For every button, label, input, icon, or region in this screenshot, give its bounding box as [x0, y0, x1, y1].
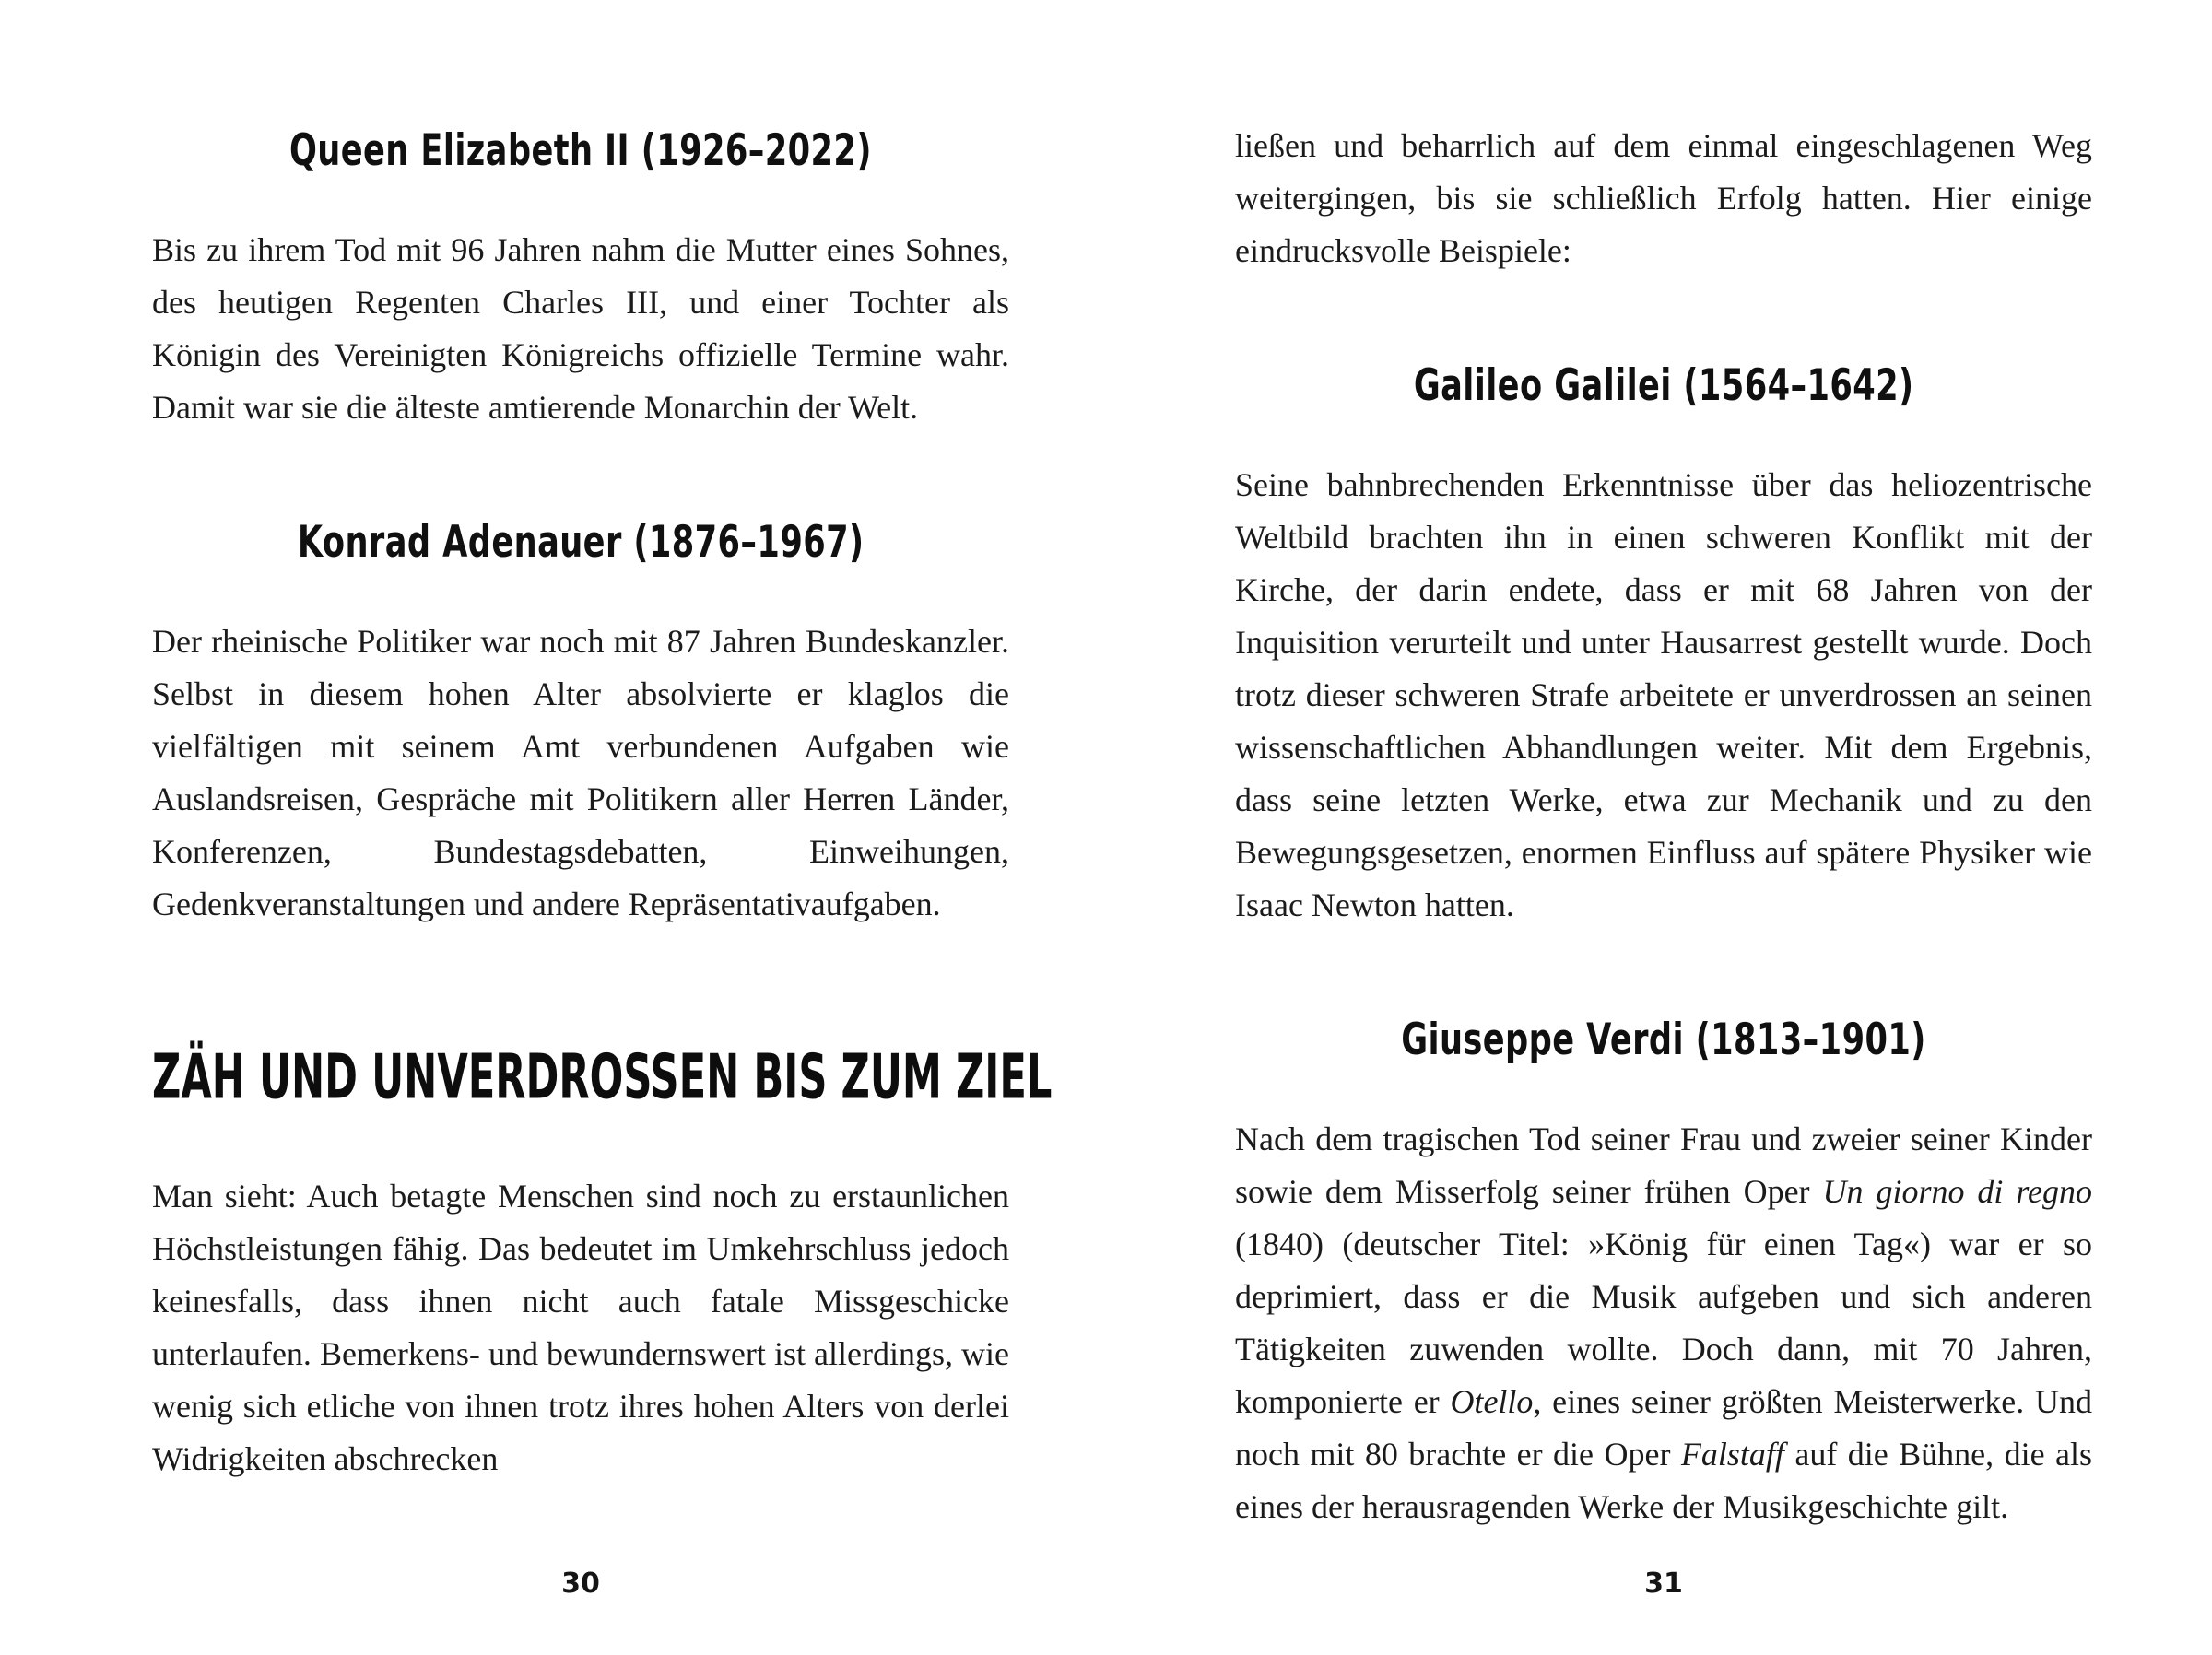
section-heading-giuseppe-verdi-text: Giuseppe Verdi (1813–1901) [1401, 1014, 1926, 1066]
section-heading-konrad-adenauer-text: Konrad Adenauer (1876–1967) [297, 516, 865, 569]
section-heading-queen-elizabeth-text: Queen Elizabeth II (1926–2022) [289, 124, 872, 177]
page-number-left: 30 [561, 1567, 600, 1600]
paragraph-galileo-galilei: Seine bahnbrechenden Erkenntnisse über das heliozentrische Weltbild brachten ihn in einen schweren Konflikt mit der Kirche, der darin endete, dass er mit 68 Jahren von der Inquisition verurteilt und unter Hausarrest gestellt wurde. Doch trotz dieser schweren Strafe arbeitete er unverdrossen an seinen wissenschaftlichen Abhandlungen weiter. Mit dem Ergebnis, dass seine letzten Werke, etwa zur Mechanik und zu den Bewegungsgesetzen, enormen Einfluss auf spätere Physiker wie Isaac Newton hatten. [1235, 466, 2092, 923]
paragraph-chapter-intro: Man sieht: Auch betagte Menschen sind noch zu erstaunlichen Höchstleistungen fähig. Das bedeutet im Umkehrschluss jedoch keinesfalls, dass ihnen nicht auch fatale Missgeschicke unterlaufen. Bemerkens- und bewundernswert ist allerdings, wie wenig sich etliche von ihnen trotz ihres hohen Alters von derlei Widrigkeiten abschrecken [152, 1178, 1009, 1477]
section-heading-queen-elizabeth [152, 124, 1009, 177]
page-number-right: 31 [1644, 1567, 1683, 1600]
paragraph-konrad-adenauer: Der rheinische Politiker war noch mit 87 Jahren Bundeskanzler. Selbst in diesem hohen Alter absolvierte er klaglos die vielfältigen mit seinem Amt verbundenen Aufgaben wie Auslandsreisen, Gespräche mit Politikern aller Herren Länder, Konferenzen, Bundestagsdebatten, Einweihungen, Gedenkveranstaltungen und andere Repräsentativaufgaben. [152, 623, 1009, 922]
chapter-heading-text: ZÄH UND UNVERDROSSEN BIS ZUM ZIEL [152, 1040, 1053, 1114]
paragraph-queen-elizabeth: Bis zu ihrem Tod mit 96 Jahren nahm die Mutter eines Sohnes, des heutigen Regenten Charles III, und einer Tochter als Königin des Vereinigten Königreichs offizielle Termine wahr. Damit war sie die älteste amtierende Monarchin der Welt. [152, 231, 1009, 426]
section-heading-galileo-galilei-text: Galileo Galilei (1564–1642) [1413, 359, 1914, 412]
page-right-content [1235, 0, 2092, 1533]
section-heading-konrad-adenauer [152, 516, 1009, 569]
paragraph-giuseppe-verdi: Nach dem tragischen Tod seiner Frau und zweier seiner Kinder sowie dem Misserfolg seiner frühen Oper Un giorno di regno (1840) (deutscher Titel: »König für einen Tag«) war er so deprimiert, dass er die Musik aufgeben und sich anderen Tätigkeiten zuwenden wollte. Doch dann, mit 70 Jahren, komponierte er Otello, eines seiner größten Meisterwerke. Und noch mit 80 brachte er die Oper Falstaff auf die Bühne, die als eines der herausragenden Werke der Musikgeschichte gilt. [1235, 1121, 2092, 1525]
paragraph-continuation: ließen und beharrlich auf dem einmal eingeschlagenen Weg weitergingen, bis sie schließlich Erfolg hatten. Hier einige eindrucksvolle Beispiele: [1235, 127, 2092, 269]
page-right [1106, 0, 2212, 1655]
section-heading-giuseppe-verdi [1235, 1014, 2092, 1066]
section-heading-galileo-galilei [1235, 359, 2092, 412]
chapter-heading-zaeh-und-unverdrossen [152, 1040, 1053, 1114]
page-left-content [152, 0, 1053, 1485]
